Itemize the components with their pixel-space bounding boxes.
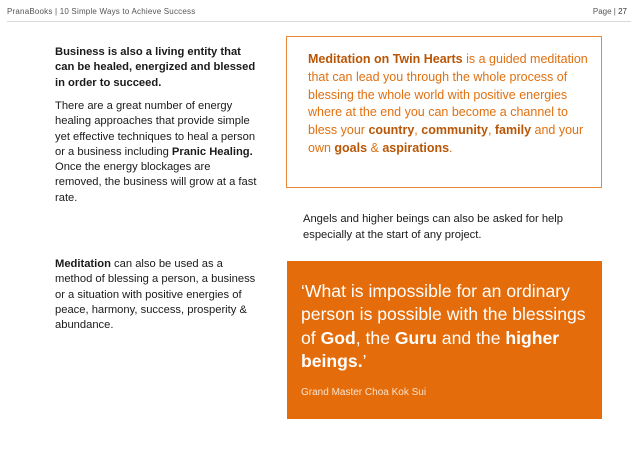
quote-author: Grand Master Choa Kok Sui bbox=[301, 387, 427, 399]
page-number: 27 bbox=[618, 7, 627, 16]
meditation-term: Meditation bbox=[55, 258, 111, 270]
higher-beings-term: higher beings. bbox=[301, 327, 560, 371]
quote-box bbox=[287, 261, 602, 419]
business-heading: Business is also a living entity that can be healed, energized and blessed in order to succeed. bbox=[55, 46, 256, 89]
separator: , bbox=[487, 123, 495, 138]
page-indicator bbox=[593, 7, 627, 16]
pranic-healing-term: Pranic Healing. bbox=[171, 145, 253, 158]
healing-text-start: There are a great number of energy healing approaches that provide simple yet effective techniques to heal a person or a business including bbox=[55, 100, 256, 158]
page-label: Page | bbox=[592, 7, 619, 16]
quote-text bbox=[301, 280, 588, 373]
separator: , bbox=[414, 123, 422, 138]
healing-paragraph bbox=[55, 99, 260, 206]
quote-part: , the bbox=[355, 327, 395, 348]
twin-hearts-text-2: and your own bbox=[308, 123, 584, 155]
quote-close-mark: ’ bbox=[362, 350, 367, 371]
country-term: country bbox=[368, 123, 415, 138]
angels-paragraph: Angels and higher beings can also be asked for help especially at the start of any project. bbox=[303, 213, 563, 241]
header-divider bbox=[7, 21, 631, 22]
quote-part: ‘What is impossible for an ordinary person is possible with the blessings of bbox=[301, 281, 586, 348]
healing-text-end: Once the energy blockages are removed, the business will grow at a fast rate. bbox=[55, 161, 257, 204]
twin-hearts-title: Meditation on Twin Hearts bbox=[308, 52, 463, 66]
god-term: God bbox=[320, 327, 356, 348]
separator: & bbox=[367, 140, 383, 155]
twin-hearts-text: is a guided meditation that can lead you through the whole process of blessing the whole world with positive energies where at the end you can become a channel to bless your bbox=[308, 52, 588, 138]
guru-term: Guru bbox=[394, 327, 437, 348]
meditation-paragraph bbox=[55, 257, 260, 333]
book-title: PranaBooks | 10 Simple Ways to Achieve Success bbox=[7, 7, 196, 16]
aspirations-term: aspirations bbox=[382, 140, 450, 155]
meditation-text: can also be used as a method of blessing a person, a business or a situation with positive energies of peace, harmony, success, prosperity & abundance. bbox=[55, 258, 256, 332]
page-header bbox=[0, 0, 638, 22]
twin-hearts-box bbox=[286, 36, 602, 188]
goals-term: goals bbox=[334, 140, 368, 155]
quote-part: and the bbox=[436, 327, 506, 348]
community-term: community bbox=[421, 123, 488, 138]
family-term: family bbox=[494, 123, 532, 138]
period: . bbox=[449, 140, 453, 155]
